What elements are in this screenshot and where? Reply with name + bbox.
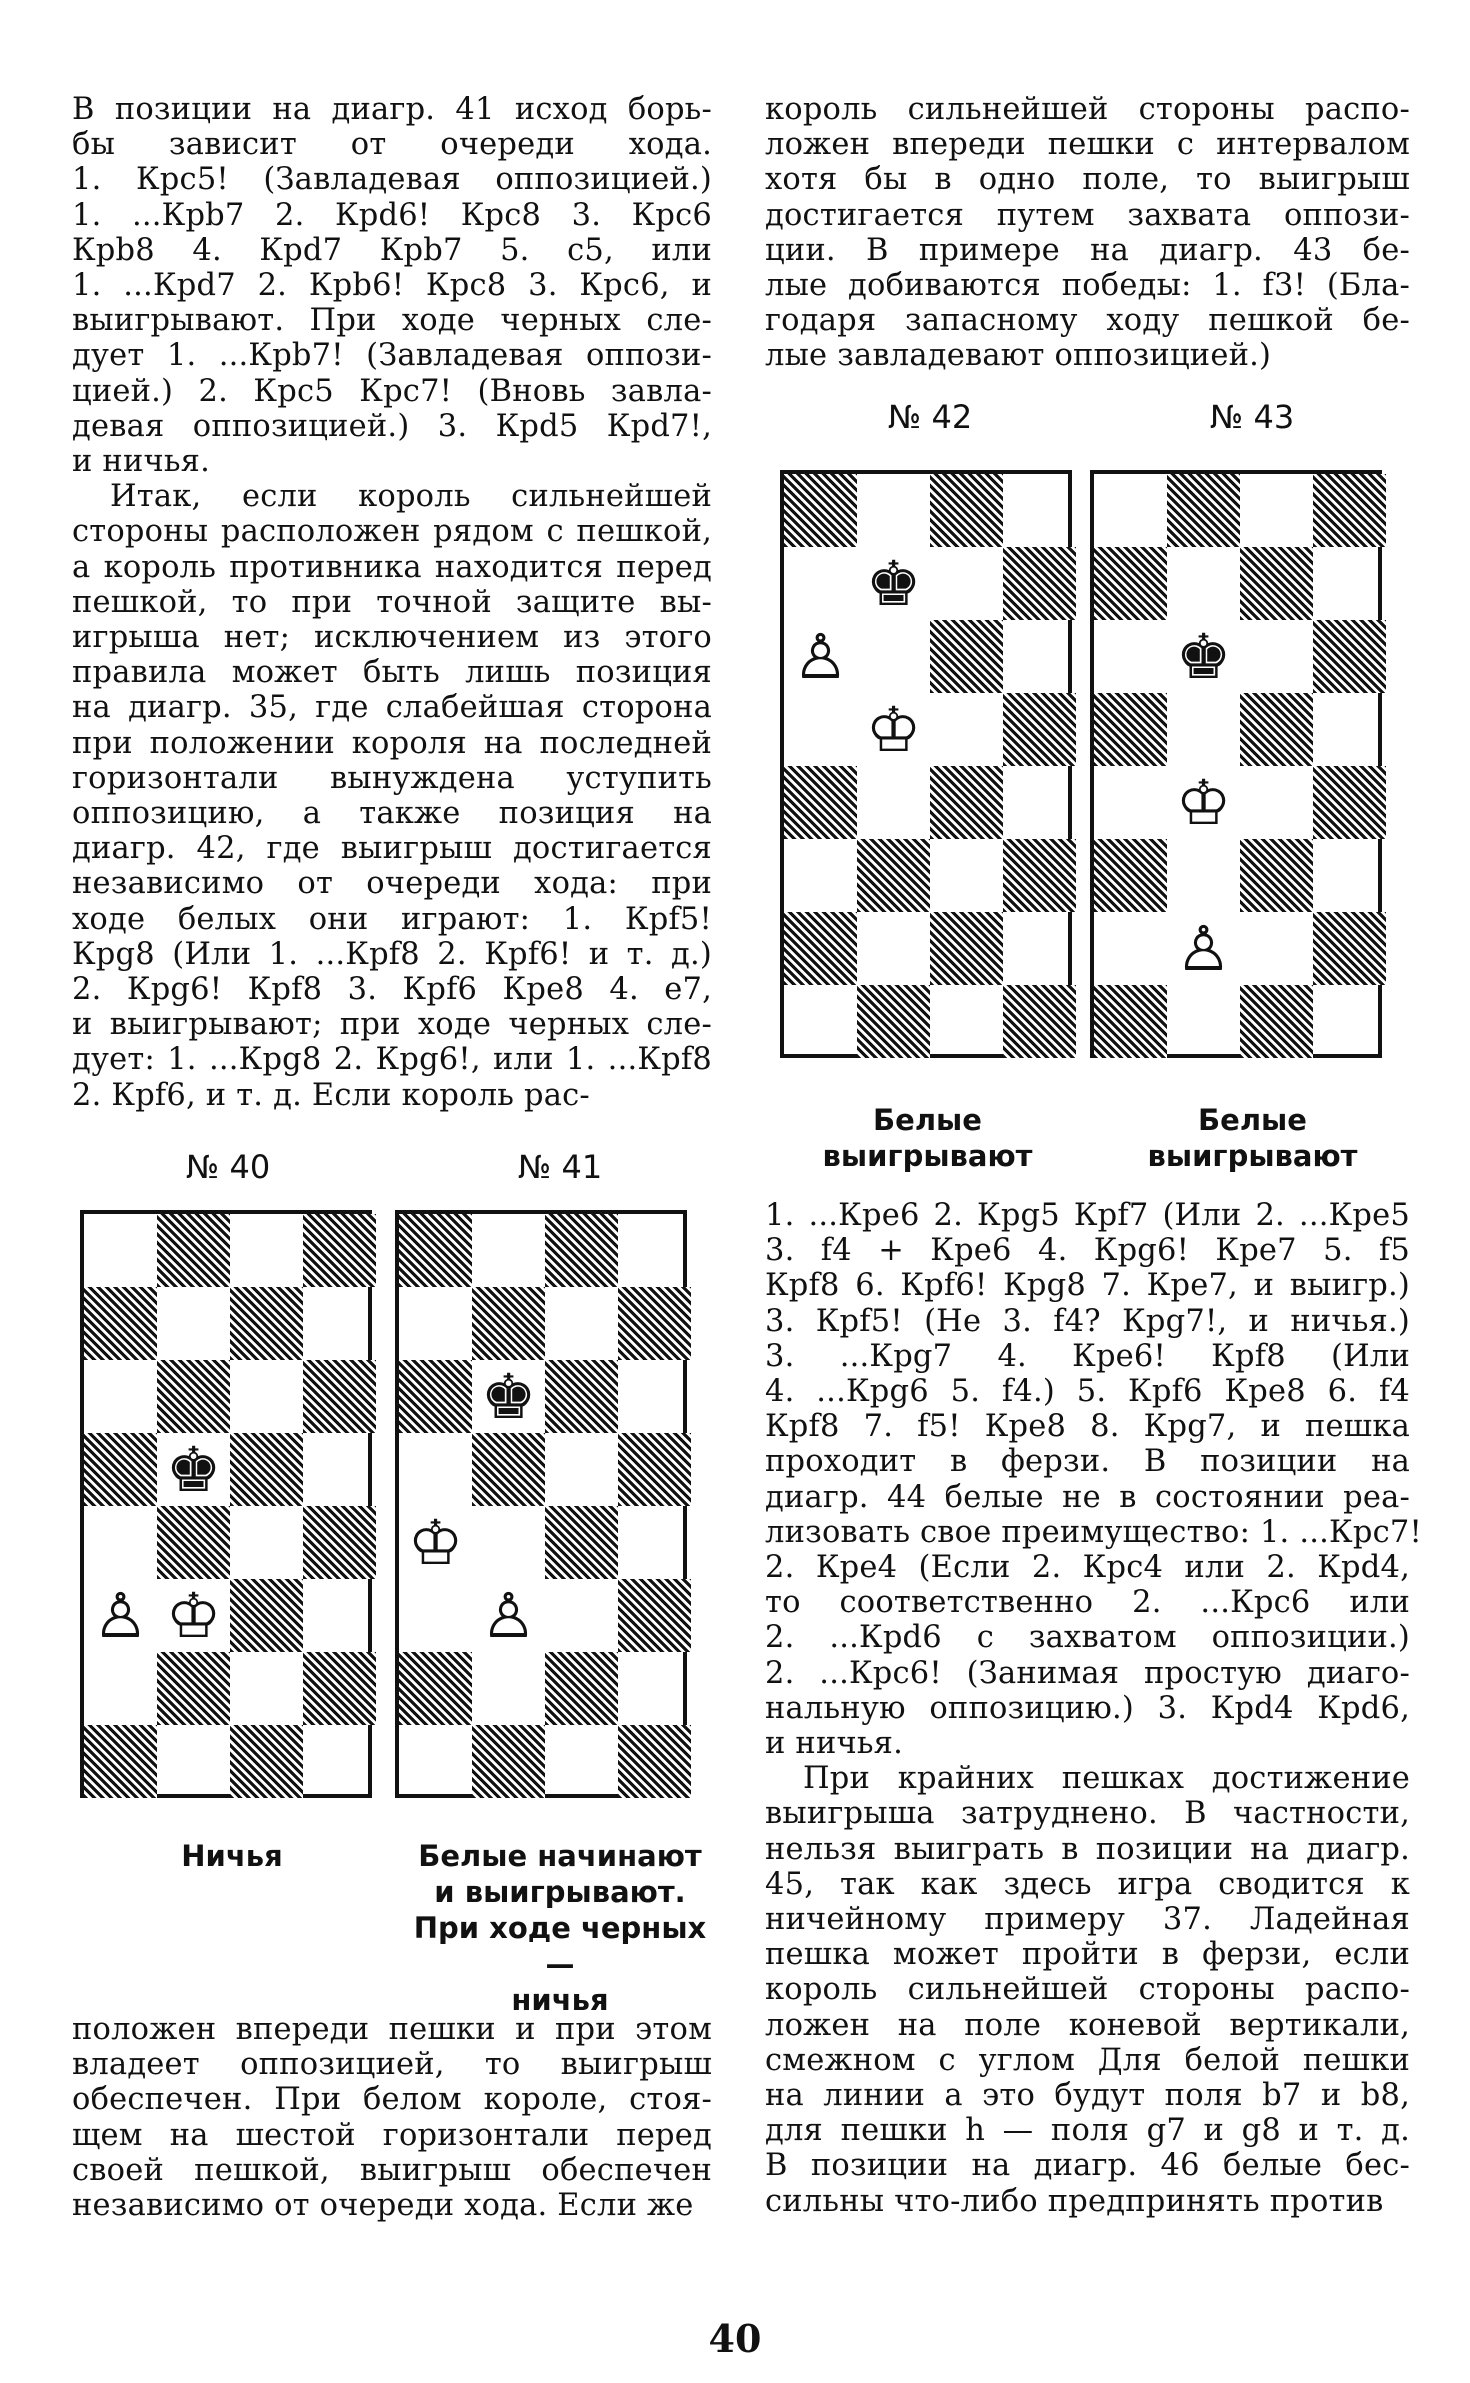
board-square bbox=[545, 1287, 618, 1360]
text-line: хотя бы в одно поле, то выигрыш bbox=[765, 162, 1410, 198]
board-square bbox=[1094, 693, 1167, 766]
black-king-icon: ♚ bbox=[157, 1433, 230, 1506]
board-square bbox=[1313, 985, 1386, 1058]
text-line: ничейному примеру 37. Ладейная bbox=[765, 1902, 1410, 1938]
board-square bbox=[930, 839, 1003, 912]
diagram-40-caption: Ничья bbox=[181, 1839, 283, 1873]
text-line: владеет оппозицией, то выигрыш bbox=[72, 2047, 712, 2083]
board-square bbox=[618, 1506, 691, 1579]
board-square bbox=[930, 693, 1003, 766]
caption-line: ничья bbox=[511, 1983, 609, 2017]
board-square bbox=[857, 839, 930, 912]
right-column-text-top bbox=[765, 92, 1410, 374]
board-square bbox=[84, 1214, 157, 1287]
board-square bbox=[930, 766, 1003, 839]
diagram-43-label: № 43 bbox=[1210, 398, 1295, 436]
board-square bbox=[230, 1287, 303, 1360]
board-square bbox=[1167, 547, 1240, 620]
board-square bbox=[1240, 985, 1313, 1058]
text-line: ции. В примере на диагр. 43 бе- bbox=[765, 232, 1410, 268]
board-square bbox=[784, 766, 857, 839]
diagram-41-caption bbox=[395, 1838, 725, 2018]
board-square bbox=[618, 1652, 691, 1725]
board-square bbox=[1313, 620, 1386, 693]
board-square bbox=[1003, 766, 1076, 839]
board-square bbox=[1003, 985, 1076, 1058]
board-square bbox=[784, 912, 857, 985]
board-square bbox=[1094, 620, 1167, 693]
text-line: Крg8 (Или 1. ...Крf8 2. Крf6! и т. д.) bbox=[72, 936, 712, 972]
board-40 bbox=[80, 1210, 372, 1798]
caption-line: При ходе черных — bbox=[413, 1911, 707, 1981]
text-line: пешкой, то при точной защите вы- bbox=[72, 584, 712, 620]
board-square bbox=[1240, 839, 1313, 912]
board-square bbox=[303, 1506, 376, 1579]
right-column-text-bottom bbox=[765, 1198, 1422, 2219]
text-line: независимо от очереди хода. Если же bbox=[72, 2188, 694, 2224]
board-square bbox=[399, 1214, 472, 1287]
white-pawn-icon: ♙ bbox=[1167, 912, 1240, 985]
text-line: лизовать свое преимущество: 1. ...Крс7! bbox=[765, 1514, 1422, 1550]
text-line: 2. Крg6! Крf8 3. Крf6 Кре8 4. е7, bbox=[72, 972, 712, 1008]
board-square bbox=[930, 985, 1003, 1058]
board-square bbox=[1313, 693, 1386, 766]
text-line: ходе белых они играют: 1. Крf5! bbox=[72, 901, 712, 937]
board-square bbox=[930, 547, 1003, 620]
text-line: 45, так как здесь игра сводится к bbox=[765, 1866, 1410, 1902]
text-line: выигрывают. При ходе черных сле- bbox=[72, 303, 712, 339]
board-square bbox=[784, 985, 857, 1058]
board-square bbox=[1240, 766, 1313, 839]
board-square bbox=[1003, 620, 1076, 693]
text-line: нальную оппозицию.) 3. Крd4 Крd6, bbox=[765, 1690, 1410, 1726]
board-square bbox=[472, 1652, 545, 1725]
text-line: положен впереди пешки и при этом bbox=[72, 2012, 712, 2047]
board-square bbox=[545, 1433, 618, 1506]
text-line: Крf8 7. f5! Кре8 8. Крg7, и пешка bbox=[765, 1409, 1410, 1445]
board-42 bbox=[780, 470, 1072, 1058]
board-square bbox=[618, 1360, 691, 1433]
board-square bbox=[230, 1360, 303, 1433]
board-square bbox=[303, 1214, 376, 1287]
text-line: 2. Кре4 (Если 2. Крс4 или 2. Крd4, bbox=[765, 1550, 1410, 1586]
board-square bbox=[303, 1360, 376, 1433]
board-square bbox=[399, 1433, 472, 1506]
board-square bbox=[472, 1506, 545, 1579]
board-square bbox=[84, 1287, 157, 1360]
board-square bbox=[230, 1214, 303, 1287]
board-square bbox=[1003, 547, 1076, 620]
board-square bbox=[472, 1725, 545, 1798]
black-king-icon: ♚ bbox=[857, 547, 930, 620]
board-square bbox=[545, 1652, 618, 1725]
board-square bbox=[545, 1214, 618, 1287]
board-square bbox=[157, 1506, 230, 1579]
white-king-icon: ♔ bbox=[157, 1579, 230, 1652]
board-square bbox=[157, 1287, 230, 1360]
text-line: то соответственно 2. ...Крс6 или bbox=[765, 1585, 1410, 1621]
text-line: смежном с углом Для белой пешки bbox=[765, 2042, 1410, 2078]
board-square bbox=[1094, 547, 1167, 620]
board-square bbox=[399, 1579, 472, 1652]
left-column-text-top bbox=[72, 92, 712, 1113]
board-square bbox=[1240, 693, 1313, 766]
board-square bbox=[784, 839, 857, 912]
board-square bbox=[1167, 474, 1240, 547]
board-square bbox=[618, 1287, 691, 1360]
board-square bbox=[1313, 766, 1386, 839]
text-line: лые завладевают оппозицией.) bbox=[765, 338, 1272, 374]
caption-line: Белые начинают bbox=[418, 1839, 702, 1873]
board-square bbox=[930, 474, 1003, 547]
diagram-42-label: № 42 bbox=[888, 398, 973, 436]
board-square bbox=[930, 620, 1003, 693]
board-square bbox=[157, 1652, 230, 1725]
text-line: выигрыша затруднено. В частности, bbox=[765, 1796, 1410, 1832]
text-line: и ничья. bbox=[72, 444, 210, 480]
text-line: В позиции на диагр. 46 белые бес- bbox=[765, 2148, 1410, 2184]
text-line: цией.) 2. Крс5 Крс7! (Вновь завла- bbox=[72, 373, 712, 409]
board-square bbox=[230, 1433, 303, 1506]
text-line: При крайних пешках достижение bbox=[803, 1761, 1410, 1797]
text-line: дует 1. ...Крb7! (Завладевая оппози- bbox=[72, 338, 712, 374]
white-pawn-icon: ♙ bbox=[84, 1579, 157, 1652]
text-line: сильны что-либо предпринять против bbox=[765, 2183, 1384, 2219]
text-line: независимо от очереди хода: при bbox=[72, 866, 712, 902]
board-square bbox=[1240, 912, 1313, 985]
text-line: обеспечен. При белом короле, стоя- bbox=[72, 2082, 712, 2118]
text-line: 1. ...Кре6 2. Крg5 Крf7 (Или 2. ...Кре5 bbox=[765, 1198, 1410, 1233]
text-line: Крb8 4. Крd7 Крb7 5. с5, или bbox=[72, 232, 712, 268]
board-square bbox=[1167, 693, 1240, 766]
text-line: В позиции на диагр. 41 исход борь- bbox=[72, 92, 712, 127]
board-square bbox=[545, 1579, 618, 1652]
board-41 bbox=[395, 1210, 687, 1798]
board-43 bbox=[1090, 470, 1382, 1058]
diagram-42-caption: Белые выигрывают bbox=[822, 1103, 1033, 1173]
board-square bbox=[1094, 912, 1167, 985]
board-square bbox=[857, 985, 930, 1058]
board-square bbox=[857, 474, 930, 547]
diagram-40-label: № 40 bbox=[186, 1148, 271, 1186]
text-line: дует: 1. ...Крg8 2. Крg6!, или 1. ...Крf8 bbox=[72, 1042, 712, 1078]
text-line: щем на шестой горизонтали перед bbox=[72, 2117, 712, 2153]
board-square bbox=[545, 1360, 618, 1433]
text-line: король сильнейшей стороны распо- bbox=[765, 92, 1410, 127]
board-square bbox=[399, 1652, 472, 1725]
board-square bbox=[1003, 912, 1076, 985]
board-square bbox=[1313, 912, 1386, 985]
board-square bbox=[545, 1506, 618, 1579]
board-square bbox=[303, 1652, 376, 1725]
board-square bbox=[784, 693, 857, 766]
text-line: 4. ...Крg6 5. f4.) 5. Крf6 Кре8 6. f4 bbox=[765, 1374, 1410, 1410]
text-line: Крf8 6. Крf6! Крg8 7. Кре7, и выигр.) bbox=[765, 1268, 1410, 1304]
text-line: своей пешкой, выигрыш обеспечен bbox=[72, 2152, 712, 2188]
board-square bbox=[1313, 474, 1386, 547]
text-line: достигается путем захвата оппози- bbox=[765, 197, 1410, 233]
text-line: 3. ...Крg7 4. Кре6! Крf8 (Или bbox=[765, 1338, 1410, 1374]
text-line: и ничья. bbox=[765, 1726, 903, 1762]
board-square bbox=[1240, 620, 1313, 693]
text-line: диагр. 44 белые не в состоянии реа- bbox=[765, 1479, 1410, 1515]
text-line: диагр. 42, где выигрыш достигается bbox=[72, 831, 712, 867]
text-line: бы зависит от очереди хода. bbox=[72, 127, 712, 163]
black-king-icon: ♚ bbox=[472, 1360, 545, 1433]
text-line: 3. f4 + Кре6 4. Крg6! Кре7 5. f5 bbox=[765, 1233, 1410, 1269]
text-line: 2. ...Крс6! (Занимая простую диаго- bbox=[765, 1655, 1410, 1691]
board-square bbox=[857, 766, 930, 839]
board-square bbox=[303, 1579, 376, 1652]
text-line: игрыша нет; исключением из этого bbox=[72, 620, 712, 656]
text-line: для пешки h — поля g7 и g8 и т. д. bbox=[765, 2113, 1410, 2149]
text-line: проходит в ферзи. В позиции на bbox=[765, 1444, 1410, 1480]
text-line: 1. Крс5! (Завладевая оппозицией.) bbox=[72, 162, 712, 198]
board-square bbox=[930, 912, 1003, 985]
board-square bbox=[1240, 474, 1313, 547]
text-line: годаря запасному ходу пешкой бе- bbox=[765, 303, 1410, 339]
text-line: на диагр. 35, где слабейшая сторона bbox=[72, 690, 712, 726]
white-pawn-icon: ♙ bbox=[472, 1579, 545, 1652]
board-square bbox=[84, 1360, 157, 1433]
board-square bbox=[472, 1287, 545, 1360]
text-line: при положении короля на последней bbox=[72, 725, 712, 761]
text-line: правила может быть лишь позиция bbox=[72, 655, 712, 691]
board-square bbox=[84, 1506, 157, 1579]
board-square bbox=[1003, 474, 1076, 547]
board-square bbox=[230, 1652, 303, 1725]
left-column-text-bottom bbox=[72, 2012, 712, 2223]
board-square bbox=[1167, 839, 1240, 912]
black-king-icon: ♚ bbox=[1167, 620, 1240, 693]
text-line: 2. Крf6, и т. д. Если король рас- bbox=[72, 1077, 590, 1113]
board-square bbox=[157, 1725, 230, 1798]
board-square bbox=[303, 1433, 376, 1506]
board-square bbox=[618, 1725, 691, 1798]
board-square bbox=[84, 1725, 157, 1798]
diagram-41-label: № 41 bbox=[518, 1148, 603, 1186]
diagram-43-caption: Белые выигрывают bbox=[1147, 1103, 1358, 1173]
board-square bbox=[472, 1433, 545, 1506]
text-line: лые добиваются победы: 1. f3! (Бла- bbox=[765, 268, 1410, 304]
white-king-icon: ♔ bbox=[399, 1506, 472, 1579]
board-square bbox=[1003, 693, 1076, 766]
text-line: 3. Крf5! (Не 3. f4? Крg7!, и ничья.) bbox=[765, 1303, 1410, 1339]
text-line: Итак, если король сильнейшей bbox=[110, 479, 712, 515]
board-square bbox=[230, 1506, 303, 1579]
text-line: 1. ...Крd7 2. Крb6! Крс8 3. Крс6, и bbox=[72, 268, 712, 304]
board-square bbox=[1003, 839, 1076, 912]
text-line: стороны расположен рядом с пешкой, bbox=[72, 514, 712, 550]
text-line: и выигрывают; при ходе черных сле- bbox=[72, 1007, 712, 1043]
board-square bbox=[1167, 985, 1240, 1058]
text-line: 2. ...Крd6 с захватом оппозиции.) bbox=[765, 1620, 1410, 1656]
caption-line: и выигрывают. bbox=[434, 1875, 686, 1909]
board-square bbox=[1240, 547, 1313, 620]
text-line: король сильнейшей стороны распо- bbox=[765, 1972, 1410, 2008]
board-square bbox=[1094, 839, 1167, 912]
board-square bbox=[1094, 766, 1167, 839]
text-line: оппозицию, а также позиция на bbox=[72, 796, 712, 832]
board-square bbox=[784, 547, 857, 620]
board-square bbox=[618, 1214, 691, 1287]
board-square bbox=[84, 1652, 157, 1725]
text-line: девая оппозицией.) 3. Крd5 Крd7!, bbox=[72, 408, 712, 444]
white-pawn-icon: ♙ bbox=[784, 620, 857, 693]
board-square bbox=[157, 1214, 230, 1287]
text-line: а король противника находится перед bbox=[72, 549, 712, 585]
text-line: ложен на поле коневой вертикали, bbox=[765, 2007, 1410, 2043]
board-square bbox=[472, 1214, 545, 1287]
board-square bbox=[399, 1287, 472, 1360]
board-square bbox=[618, 1433, 691, 1506]
page-number: 40 bbox=[708, 2316, 762, 2361]
board-square bbox=[230, 1725, 303, 1798]
board-square bbox=[857, 620, 930, 693]
text-line: ложен впереди пешки с интервалом bbox=[765, 127, 1410, 163]
board-square bbox=[857, 912, 930, 985]
board-square bbox=[1313, 547, 1386, 620]
board-square bbox=[303, 1287, 376, 1360]
text-line: нельзя выиграть в позиции на диагр. bbox=[765, 1831, 1410, 1867]
board-square bbox=[1094, 985, 1167, 1058]
board-square bbox=[545, 1725, 618, 1798]
white-king-icon: ♔ bbox=[857, 693, 930, 766]
board-square bbox=[1313, 839, 1386, 912]
board-square bbox=[618, 1579, 691, 1652]
board-square bbox=[303, 1725, 376, 1798]
board-square bbox=[84, 1433, 157, 1506]
board-square bbox=[399, 1725, 472, 1798]
board-square bbox=[784, 474, 857, 547]
board-square bbox=[1094, 474, 1167, 547]
text-line: горизонтали вынуждена уступить bbox=[72, 760, 712, 796]
board-square bbox=[157, 1360, 230, 1433]
board-square bbox=[230, 1579, 303, 1652]
board-square bbox=[399, 1360, 472, 1433]
white-king-icon: ♔ bbox=[1167, 766, 1240, 839]
text-line: 1. ...Крb7 2. Крd6! Крс8 3. Крс6 bbox=[72, 197, 712, 233]
text-line: на линии а это будут поля b7 и b8, bbox=[765, 2078, 1410, 2114]
text-line: пешка может пройти в ферзи, если bbox=[765, 1937, 1410, 1973]
